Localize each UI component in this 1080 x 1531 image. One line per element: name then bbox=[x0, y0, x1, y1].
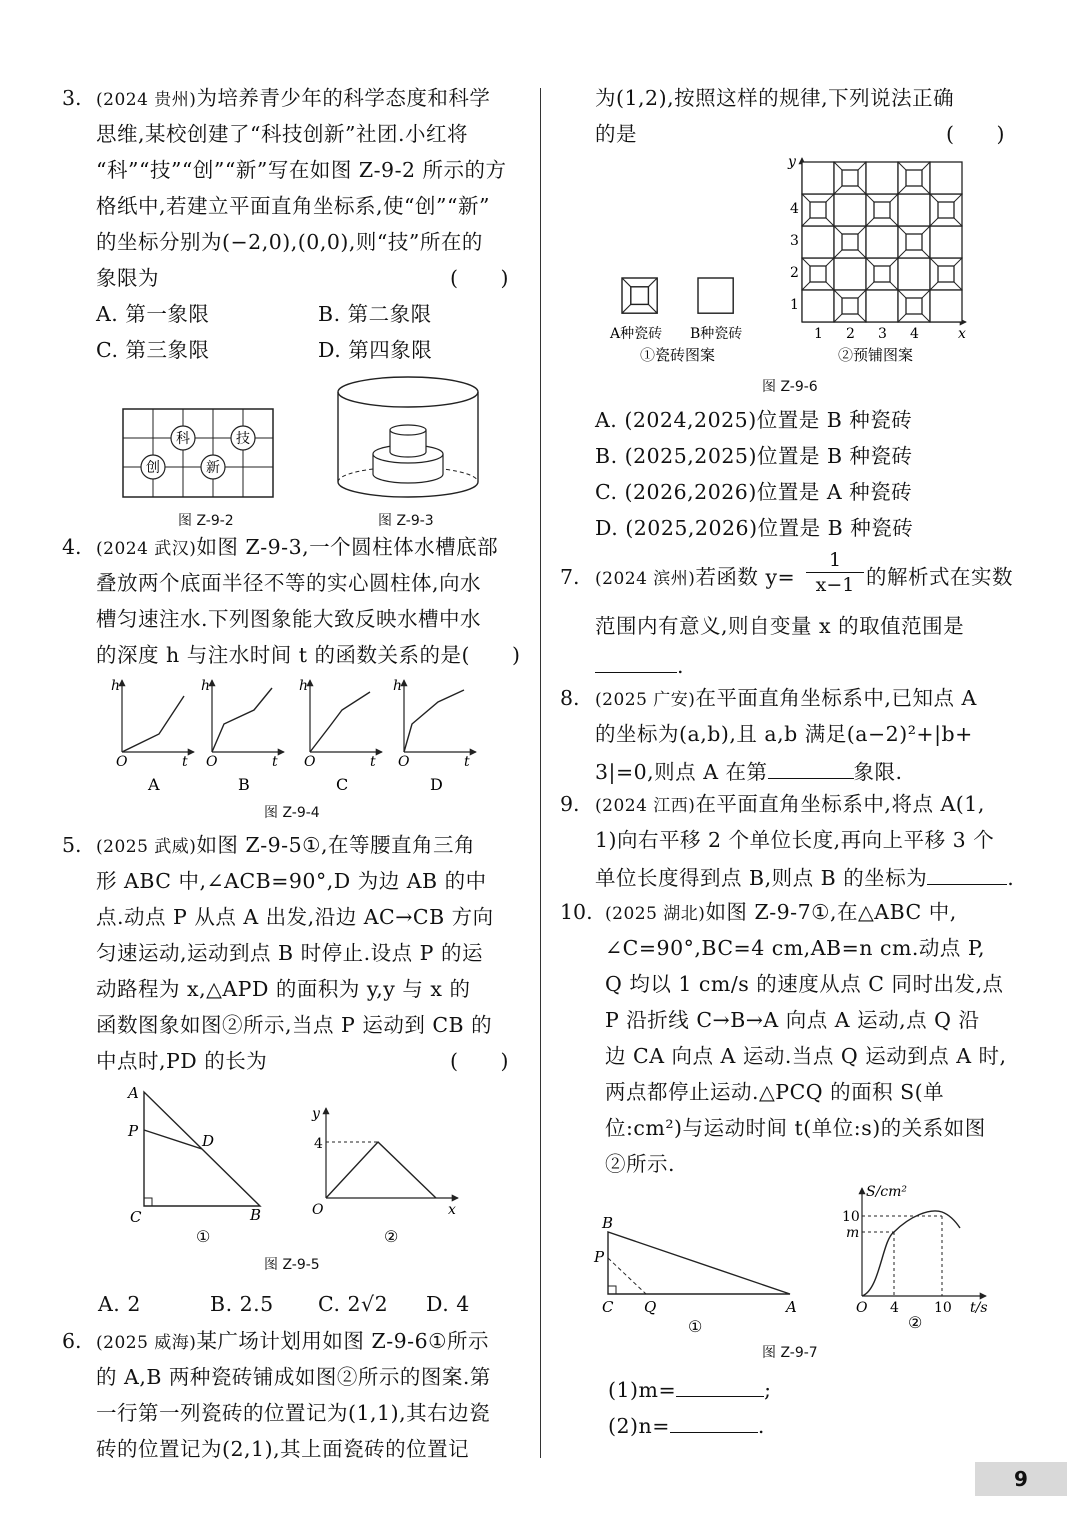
q10-line-3: Q 均以 1 cm/s 的速度从点 C 同时出发,点 bbox=[605, 972, 1004, 996]
svg-text:10: 10 bbox=[934, 1300, 952, 1316]
svg-text:Q: Q bbox=[644, 1298, 657, 1316]
q6-source: (2025 威海) bbox=[96, 1333, 197, 1353]
figure-z9-7 bbox=[590, 1180, 1000, 1340]
q6-line-3: 一行第一列瓷砖的位置记为(1,1),其右边瓷 bbox=[96, 1401, 491, 1425]
svg-text:m: m bbox=[846, 1225, 860, 1241]
figure-z9-2-grid bbox=[122, 408, 274, 498]
q3-line-5: 的坐标分别为(−2,0),(0,0),则“技”所在的 bbox=[96, 230, 483, 254]
q10-line-4: P 沿折线 C→B→A 向点 A 运动,点 Q 沿 bbox=[605, 1008, 980, 1032]
triangle-bca bbox=[593, 1214, 797, 1336]
svg-text:O: O bbox=[206, 754, 218, 770]
grid-char-xin: 新 bbox=[206, 460, 220, 476]
tile-b-sample bbox=[690, 278, 742, 342]
q7-answer-blank[interactable] bbox=[595, 650, 677, 673]
svg-text:4: 4 bbox=[314, 1136, 323, 1152]
q5-line-7: 中点时,PD 的长为 bbox=[96, 1049, 268, 1073]
q10-ans1-blank[interactable] bbox=[676, 1374, 764, 1397]
svg-text:O: O bbox=[856, 1300, 868, 1316]
svg-text:O: O bbox=[398, 754, 410, 770]
grid-char-ke: 科 bbox=[176, 431, 190, 447]
svg-text:h: h bbox=[393, 678, 403, 694]
graph-label-c: C bbox=[336, 775, 349, 794]
graph-y-x bbox=[311, 1106, 458, 1246]
q8-source: (2025 广安) bbox=[595, 690, 696, 710]
svg-text:4: 4 bbox=[790, 201, 799, 217]
q3-line-6: 象限为 bbox=[96, 266, 159, 290]
q9-line-2: 1)向右平移 2 个单位长度,再向上平移 3 个 bbox=[595, 828, 995, 852]
graph-b bbox=[201, 678, 284, 794]
svg-text:②: ② bbox=[908, 1313, 923, 1332]
q5-answer-paren: ( ) bbox=[450, 1049, 509, 1073]
q9-line-3-pre: 单位长度得到点 B,则点 B 的坐标为 bbox=[595, 866, 928, 890]
figure-z9-6 bbox=[606, 150, 986, 372]
q6-cont-line-2: 的是 bbox=[595, 122, 637, 146]
q8-number: 8. bbox=[560, 686, 580, 710]
svg-text:1: 1 bbox=[790, 297, 799, 313]
q10-line-1: 如图 Z-9-7①,在△ABC 中, bbox=[705, 900, 957, 924]
figure-caption-z9-5: 图 Z-9-5 bbox=[264, 1257, 320, 1273]
svg-text:3: 3 bbox=[790, 233, 799, 249]
svg-text:4: 4 bbox=[890, 1300, 899, 1316]
graph-label-d: D bbox=[430, 775, 443, 794]
q5-line-6: 函数图象如图②所示,当点 P 运动到 CB 的 bbox=[96, 1013, 493, 1037]
svg-text:①: ① bbox=[196, 1227, 211, 1246]
q5-option-a: A. 2 bbox=[98, 1292, 141, 1316]
q9-source: (2024 江西) bbox=[595, 796, 696, 816]
q10-line-6: 两点都停止运动.△PCQ 的面积 S(单 bbox=[605, 1080, 945, 1104]
q10-ans1-label: (1)m= bbox=[608, 1378, 677, 1402]
q3-source: (2024 贵州) bbox=[96, 90, 197, 110]
q7-number: 7. bbox=[560, 565, 580, 589]
q10-line-2: ∠C=90°,BC=4 cm,AB=n cm.动点 P, bbox=[605, 936, 986, 960]
svg-text:3: 3 bbox=[878, 326, 887, 342]
figure-z9-5 bbox=[120, 1082, 470, 1252]
q5-source: (2025 武威) bbox=[96, 837, 197, 857]
q5-option-b: B. 2.5 bbox=[210, 1292, 274, 1316]
svg-text:t: t bbox=[370, 754, 376, 770]
figure-caption-z9-6: 图 Z-9-6 bbox=[762, 379, 818, 395]
svg-text:y: y bbox=[312, 1106, 320, 1122]
q4-line-3: 槽匀速注水.下列图象能大致反映水槽中水 bbox=[96, 607, 482, 631]
q7-fraction-numerator: 1 bbox=[828, 549, 842, 571]
q8-line-1: 在平面直角坐标系中,已知点 A bbox=[695, 686, 977, 710]
q7-source: (2024 滨州) bbox=[595, 569, 696, 589]
graph-a bbox=[111, 678, 194, 794]
svg-text:C: C bbox=[602, 1298, 614, 1316]
svg-text:S/cm²: S/cm² bbox=[866, 1184, 908, 1200]
svg-text:B: B bbox=[250, 1206, 262, 1224]
q6-option-d: D. (2025,2026)位置是 B 种瓷砖 bbox=[595, 516, 914, 540]
svg-text:h: h bbox=[299, 678, 309, 694]
q7-fraction bbox=[806, 548, 864, 597]
q7-text-post: 的解析式在实数 bbox=[866, 565, 1013, 589]
svg-text:O: O bbox=[312, 1202, 324, 1218]
figure-z9-4-graphs bbox=[104, 674, 484, 798]
grid-char-ji: 技 bbox=[236, 431, 250, 447]
svg-text:A: A bbox=[786, 1298, 797, 1316]
q3-option-c: C. 第三象限 bbox=[96, 338, 210, 362]
q8-line-2: 的坐标为(a,b),且 a,b 满足(a−2)²+|b+ bbox=[595, 722, 973, 746]
svg-text:②: ② bbox=[384, 1227, 399, 1246]
svg-text:t: t bbox=[464, 754, 470, 770]
svg-text:t: t bbox=[182, 754, 188, 770]
tile-caption-1: ①瓷砖图案 bbox=[640, 346, 716, 364]
figure-caption-z9-7: 图 Z-9-7 bbox=[762, 1345, 818, 1361]
svg-text:①: ① bbox=[688, 1317, 703, 1336]
figure-caption-z9-3: 图 Z-9-3 bbox=[378, 513, 434, 529]
q5-line-3: 点.动点 P 从点 A 出发,沿边 AC→CB 方向 bbox=[96, 905, 494, 929]
q6-line-2: 的 A,B 两种瓷砖铺成如图②所示的图案.第 bbox=[96, 1365, 491, 1389]
q3-line-3: “科”“技”“创”“新”写在如图 Z-9-2 所示的方 bbox=[96, 158, 507, 182]
svg-text:O: O bbox=[304, 754, 316, 770]
svg-text:A: A bbox=[128, 1084, 139, 1102]
svg-text:O: O bbox=[116, 754, 128, 770]
q3-number: 3. bbox=[62, 86, 82, 110]
q7-text-pre: 若函数 y= bbox=[695, 565, 796, 589]
tile-grid bbox=[787, 154, 966, 342]
q9-number: 9. bbox=[560, 792, 580, 816]
svg-text:B种瓷砖: B种瓷砖 bbox=[690, 326, 743, 342]
figure-z9-3-cylinder bbox=[335, 374, 481, 502]
tile-a-sample bbox=[609, 278, 662, 342]
q4-line-2: 叠放两个底面半径不等的实心圆柱体,向水 bbox=[96, 571, 482, 595]
graph-d bbox=[393, 678, 476, 794]
grid-char-chuang: 创 bbox=[146, 460, 160, 476]
q10-number: 10. bbox=[560, 900, 593, 924]
q7-fraction-denominator: x−1 bbox=[806, 572, 864, 597]
q3-line-1: 为培养青少年的科学态度和科学 bbox=[196, 86, 491, 110]
triangle-abc bbox=[126, 1084, 261, 1246]
q7-line-2: 范围内有意义,则自变量 x 的取值范围是 bbox=[595, 614, 965, 638]
q5-line-5: 动路程为 x,△APD 的面积为 y,y 与 x 的 bbox=[96, 977, 471, 1001]
q10-line-7: 位:cm²)与运动时间 t(单位:s)的关系如图 bbox=[605, 1116, 986, 1140]
q10-ans2-label: (2)n= bbox=[608, 1414, 670, 1438]
graph-s-t bbox=[842, 1184, 988, 1332]
svg-text:2: 2 bbox=[790, 265, 799, 281]
q5-line-4: 匀速运动,运动到点 B 时停止.设点 P 的运 bbox=[96, 941, 483, 965]
svg-text:t: t bbox=[272, 754, 278, 770]
q6-option-b: B. (2025,2025)位置是 B 种瓷砖 bbox=[595, 444, 913, 468]
q6-option-a: A. (2024,2025)位置是 B 种瓷砖 bbox=[595, 408, 913, 432]
q10-line-8: ②所示. bbox=[605, 1152, 676, 1176]
svg-text:1: 1 bbox=[814, 326, 823, 342]
svg-text:C: C bbox=[130, 1208, 142, 1226]
figure-caption-z9-4: 图 Z-9-4 bbox=[264, 805, 320, 821]
q8-answer-blank[interactable] bbox=[768, 756, 854, 779]
figure-caption-z9-2: 图 Z-9-2 bbox=[178, 513, 234, 529]
svg-text:y: y bbox=[788, 154, 796, 170]
q6-cont-line-1: 为(1,2),按照这样的规律,下列说法正确 bbox=[595, 86, 955, 110]
svg-text:10: 10 bbox=[842, 1209, 860, 1225]
svg-text:B: B bbox=[602, 1214, 614, 1232]
q8-line-3-post: 象限. bbox=[853, 760, 903, 784]
q9-line-1: 在平面直角坐标系中,将点 A(1, bbox=[695, 792, 985, 816]
q6-number: 6. bbox=[62, 1329, 82, 1353]
column-divider bbox=[540, 88, 541, 1458]
q6-line-4: 砖的位置记为(2,1),其上面瓷砖的位置记 bbox=[96, 1437, 470, 1461]
svg-text:2: 2 bbox=[846, 326, 855, 342]
q4-source: (2024 武汉) bbox=[96, 539, 197, 559]
q4-line-4: 的深度 h 与注水时间 t 的函数关系的是( ) bbox=[96, 643, 521, 667]
q3-line-4: 格纸中,若建立平面直角坐标系,使“创”“新” bbox=[96, 194, 490, 218]
q6-answer-paren: ( ) bbox=[946, 122, 1005, 146]
q3-answer-paren: ( ) bbox=[450, 266, 509, 290]
q5-number: 5. bbox=[62, 833, 82, 857]
q6-option-c: C. (2026,2026)位置是 A 种瓷砖 bbox=[595, 480, 913, 504]
q3-line-2: 思维,某校创建了“科技创新”社团.小红将 bbox=[96, 122, 468, 146]
q5-line-2: 形 ABC 中,∠ACB=90°,D 为边 AB 的中 bbox=[96, 869, 487, 893]
q3-option-d: D. 第四象限 bbox=[318, 338, 433, 362]
tile-caption-2: ②预铺图案 bbox=[838, 346, 914, 364]
page-number: 9 bbox=[975, 1462, 1067, 1496]
graph-label-b: B bbox=[238, 775, 250, 794]
q4-line-1: 如图 Z-9-3,一个圆柱体水槽底部 bbox=[196, 535, 499, 559]
q9-answer-blank[interactable] bbox=[927, 862, 1007, 885]
svg-text:4: 4 bbox=[910, 326, 919, 342]
svg-text:D: D bbox=[202, 1132, 215, 1150]
q5-option-c: C. 2√2 bbox=[318, 1292, 389, 1316]
svg-text:P: P bbox=[594, 1248, 605, 1266]
q5-line-1: 如图 Z-9-5①,在等腰直角三角 bbox=[196, 833, 476, 857]
svg-text:x: x bbox=[958, 326, 966, 342]
svg-text:h: h bbox=[201, 678, 211, 694]
q5-option-d: D. 4 bbox=[426, 1292, 470, 1316]
q3-option-b: B. 第二象限 bbox=[318, 302, 432, 326]
q4-number: 4. bbox=[62, 535, 82, 559]
svg-text:A种瓷砖: A种瓷砖 bbox=[610, 326, 663, 342]
svg-text:t/s: t/s bbox=[970, 1300, 988, 1316]
svg-text:h: h bbox=[111, 678, 121, 694]
svg-text:x: x bbox=[448, 1202, 456, 1218]
graph-c bbox=[299, 678, 382, 794]
graph-label-a: A bbox=[148, 775, 160, 794]
q8-line-3-pre: 3|=0,则点 A 在第 bbox=[595, 760, 768, 784]
svg-text:P: P bbox=[128, 1122, 139, 1140]
q10-line-5: 边 CA 向点 A 运动.当点 Q 运动到点 A 时, bbox=[605, 1044, 1007, 1068]
q10-ans2-blank[interactable] bbox=[670, 1410, 758, 1433]
q3-option-a: A. 第一象限 bbox=[96, 302, 210, 326]
q6-line-1: 某广场计划用如图 Z-9-6①所示 bbox=[196, 1329, 490, 1353]
q10-source: (2025 湖北) bbox=[605, 904, 706, 924]
